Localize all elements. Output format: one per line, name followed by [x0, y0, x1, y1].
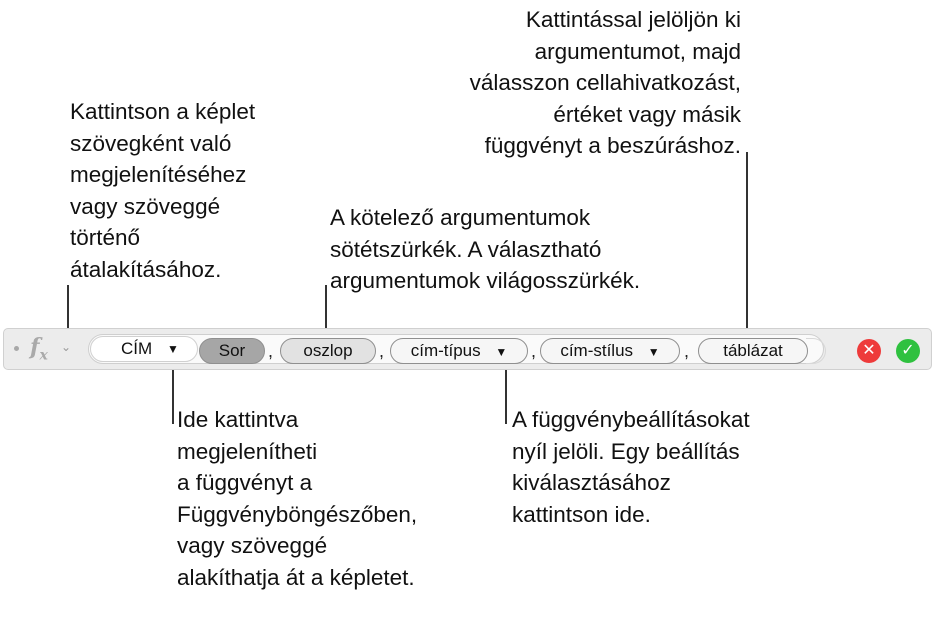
separator: , [531, 341, 537, 361]
leader-line-insert-argument [746, 152, 748, 339]
close-icon: ✕ [862, 342, 876, 359]
callout-insert-argument: Kattintással jelöljön ki argumentumot, majd válasszon cellahivatkozást, értéket vagy másik függvényt a beszúráshoz. [469, 7, 741, 158]
separator: , [684, 341, 690, 361]
cim-tipus-dropdown-arrow-icon[interactable]: ▼ [495, 345, 508, 359]
accept-button[interactable] [896, 339, 920, 363]
arg-cim-stilus[interactable]: cím-stílus ▼ [540, 338, 680, 364]
fx-icon[interactable]: $f_x$ [30, 334, 48, 364]
drag-handle-dot[interactable] [14, 346, 19, 351]
function-dropdown-arrow-icon[interactable]: ▼ [167, 342, 179, 356]
arg-sor[interactable]: Sor [199, 338, 265, 364]
callout-formula-text: Kattintson a képlet szövegként való megjelenítéséhez vagy szöveggé történő átalakításához. [70, 99, 256, 282]
arg-tablazat[interactable]: táblázat [698, 338, 808, 364]
cancel-button[interactable] [857, 339, 881, 363]
arg-cim-tipus[interactable]: cím-típus ▼ [390, 338, 528, 364]
formula-bar [3, 328, 932, 370]
checkmark-icon: ✓ [901, 342, 915, 359]
separator: , [379, 341, 385, 361]
separator: , [268, 341, 274, 361]
function-name: CÍM [121, 339, 153, 358]
cim-stilus-dropdown-arrow-icon[interactable]: ▼ [647, 345, 660, 359]
callout-argument-colors: A kötelező argumentumok sötétszürkék. A választható argumentumok világosszürkék. [330, 205, 641, 293]
function-token[interactable] [90, 336, 198, 362]
callout-function-options: A függvénybeállításokat nyíl jelöli. Egy beállítás kiválasztásához kattintson ide. [512, 407, 750, 527]
token-end-cap [806, 338, 826, 364]
callout-function-browser: Ide kattintva megjelenítheti a függvényt a Függvényböngészőben, vagy szöveggé alakíthatja át a képletet. [177, 407, 418, 590]
arg-oszlop[interactable]: oszlop [280, 338, 376, 364]
chevron-down-icon[interactable]: ⌄ [61, 340, 72, 354]
